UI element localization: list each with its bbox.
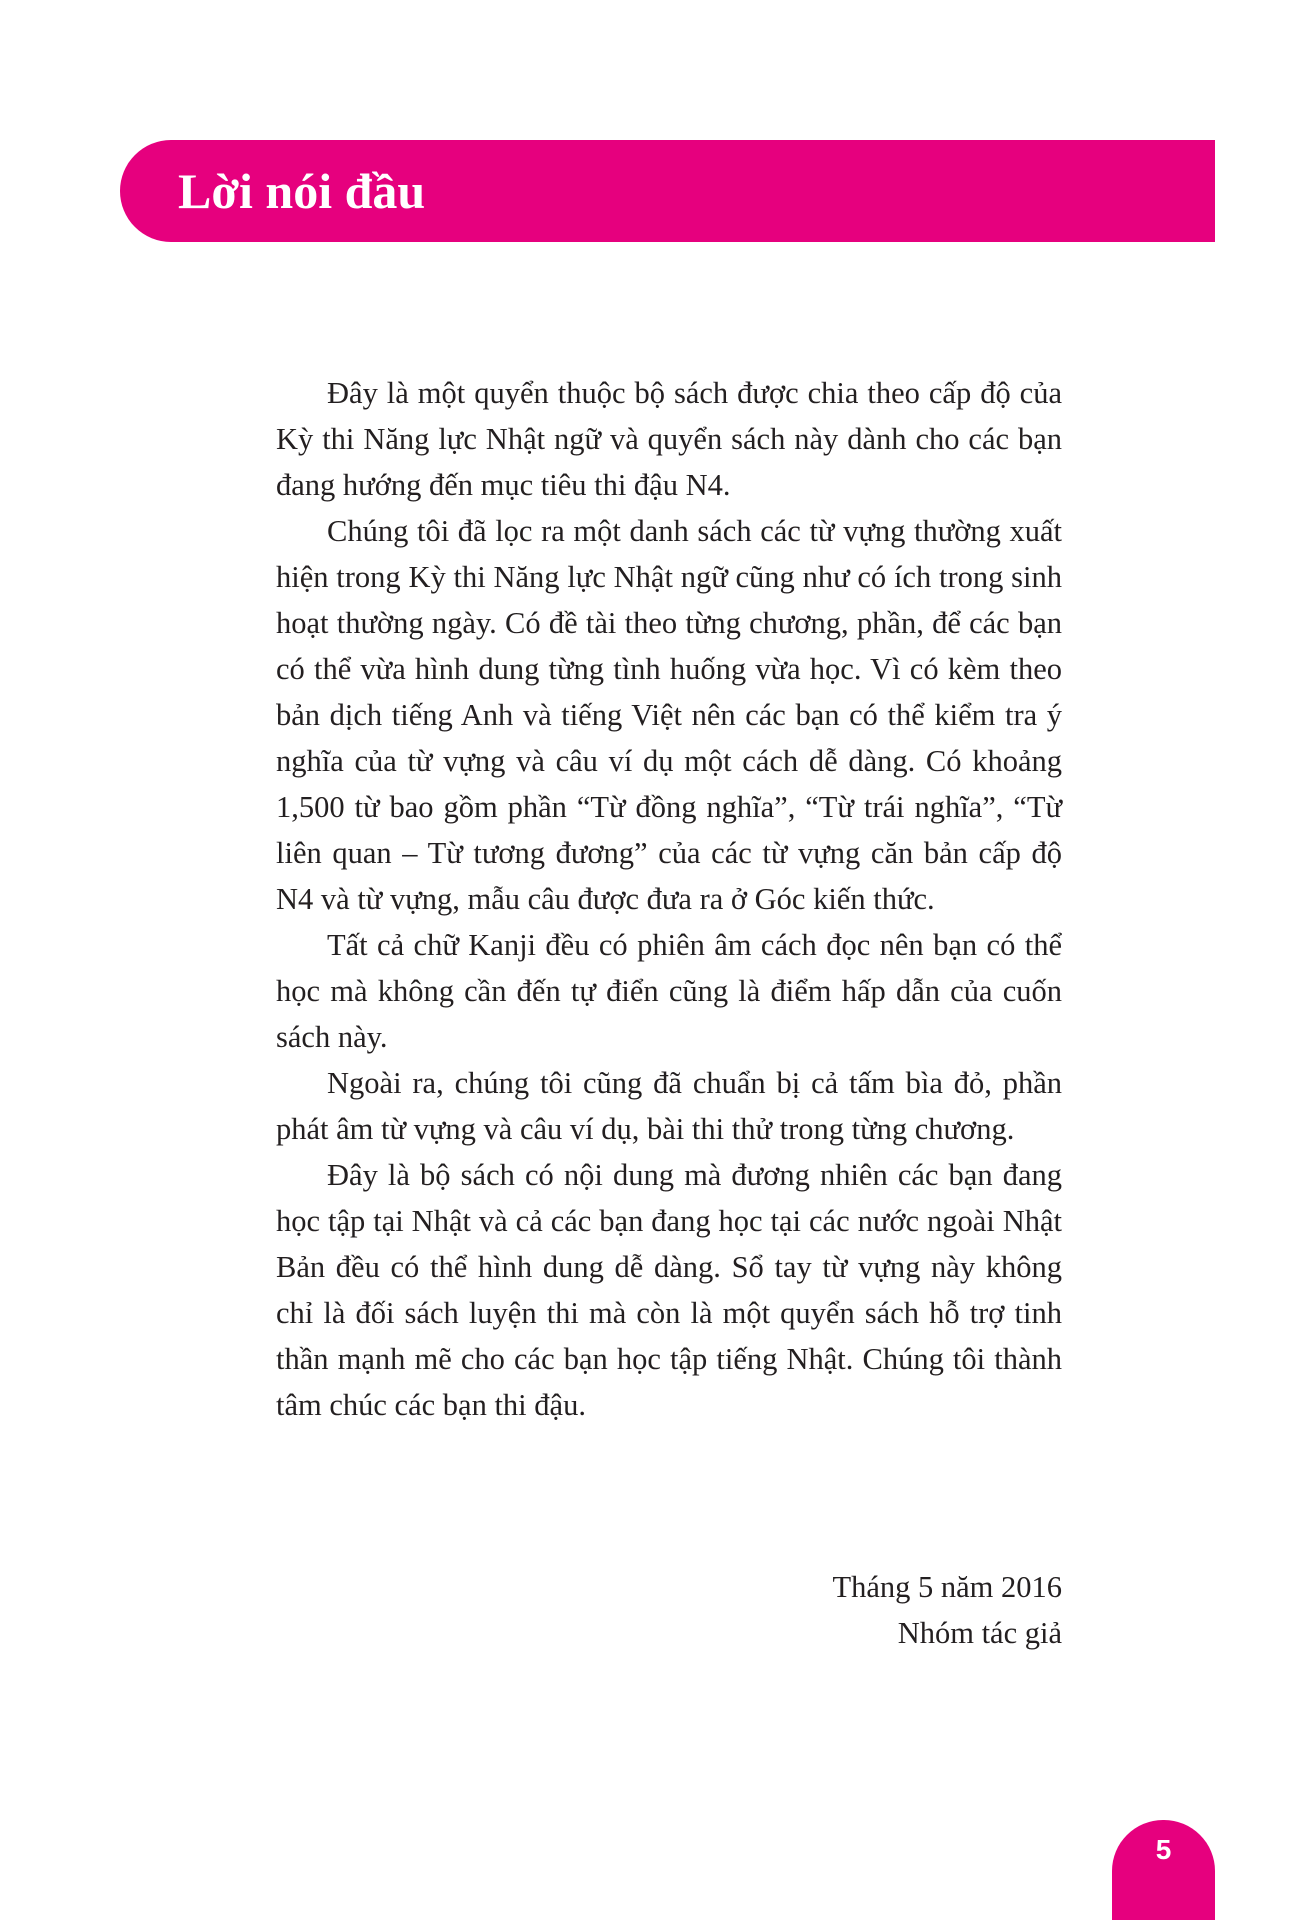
paragraph: Đây là bộ sách có nội dung mà đương nhiên các bạn đang học tập tại Nhật và cả các bạn đang học tại các nước ngoài Nhật Bản đều có thể hình dung dễ dàng. Sổ tay từ vựng này không chỉ là đối sách luyện thi mà còn là một quyển sách hỗ trợ tinh thần mạnh mẽ cho các bạn học tập tiếng Nhật. Chúng tôi thành tâm chúc các bạn thi đậu. [276, 1158, 1062, 1422]
paragraph: Tất cả chữ Kanji đều có phiên âm cách đọc nên bạn có thể học mà không cần đến tự điển cũng là điểm hấp dẫn của cuốn sách này. [276, 928, 1062, 1054]
paragraph: Ngoài ra, chúng tôi cũng đã chuẩn bị cả tấm bìa đỏ, phần phát âm từ vựng và câu ví dụ, bài thi thử trong từng chương. [276, 1066, 1062, 1146]
page-number-tab [1112, 1820, 1215, 1920]
paragraph: Đây là một quyển thuộc bộ sách được chia theo cấp độ của Kỳ thi Năng lực Nhật ngữ và quyển sách này dành cho các bạn đang hướng đến mục tiêu thi đậu N4. [276, 376, 1062, 502]
signature-date: Tháng 5 năm 2016 [832, 1570, 1062, 1604]
signature-author: Nhóm tác giả [897, 1616, 1062, 1650]
page-title: Lời nói đầu [178, 163, 426, 219]
signature-block [700, 1564, 1062, 1656]
paragraph: Chúng tôi đã lọc ra một danh sách các từ vựng thường xuất hiện trong Kỳ thi Năng lực Nhật ngữ cũng như có ích trong sinh hoạt thường ngày. Có đề tài theo từng chương, phần, để các bạn có thể vừa hình dung từng tình huống vừa học. Vì có kèm theo bản dịch tiếng Anh và tiếng Việt nên các bạn có thể kiểm tra ý nghĩa của từ vựng và câu ví dụ một cách dễ dàng. Có khoảng 1,500 từ bao gồm phần “Từ đồng nghĩa”, “Từ trái nghĩa”, “Từ liên quan – Từ tương đương” của các từ vựng căn bản cấp độ N4 và từ vựng, mẫu câu được đưa ra ở Góc kiến thức. [276, 514, 1062, 916]
preface-body [276, 370, 1062, 1428]
page-number: 5 [1155, 1834, 1172, 1865]
title-banner [120, 140, 1215, 242]
